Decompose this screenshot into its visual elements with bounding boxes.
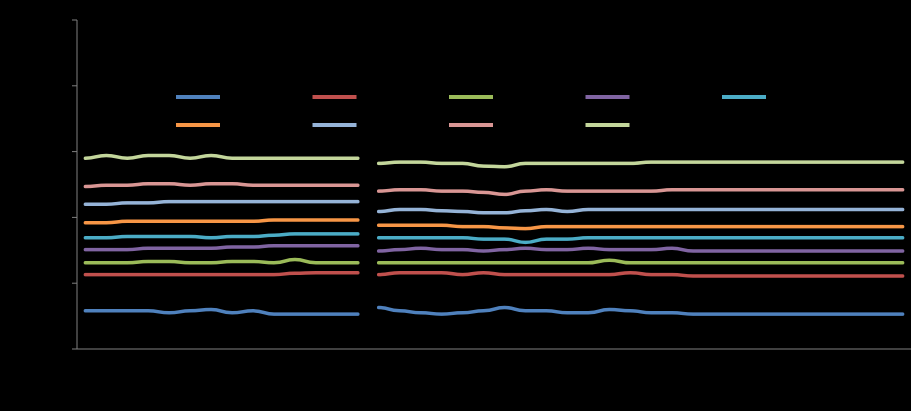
series-line xyxy=(379,225,903,228)
series-line xyxy=(85,273,357,275)
